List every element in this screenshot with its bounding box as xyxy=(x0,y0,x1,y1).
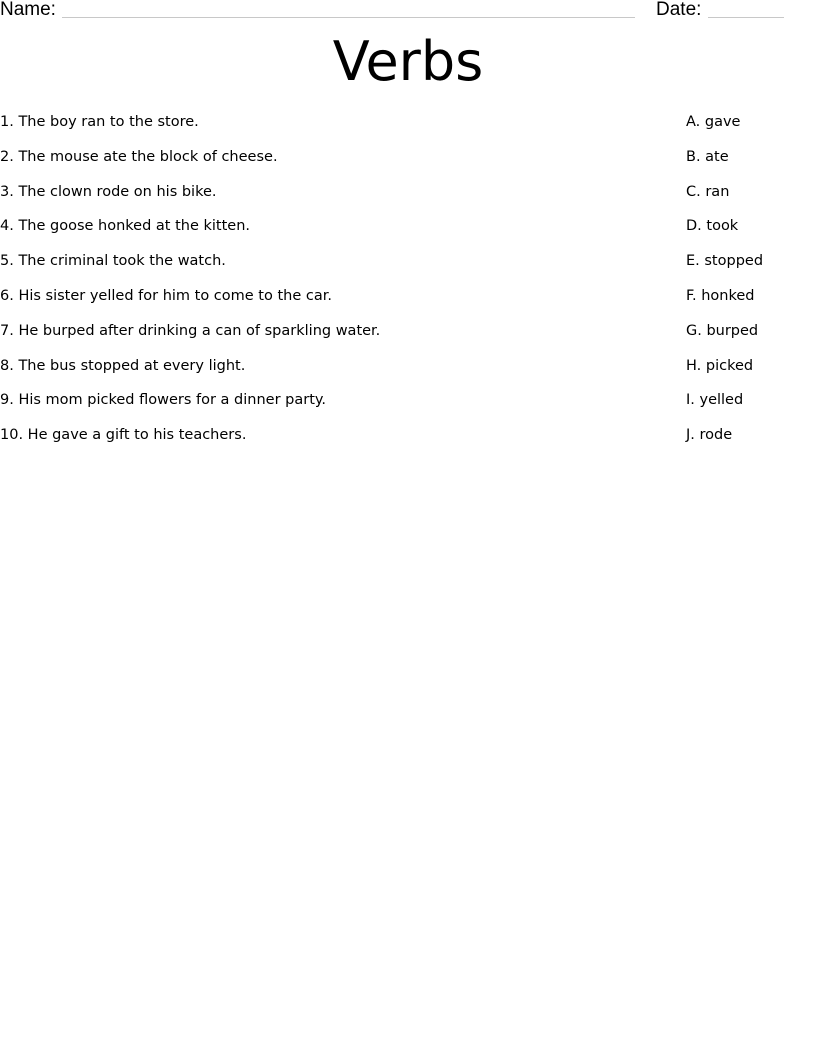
name-blank-line[interactable] xyxy=(62,17,635,18)
page-title: Verbs xyxy=(332,30,484,93)
answer-item: H. picked xyxy=(686,357,754,374)
name-label: Name: xyxy=(0,0,56,20)
question-item: 10. He gave a gift to his teachers. xyxy=(0,427,247,444)
answer-item: B. ate xyxy=(686,148,729,165)
question-item: 8. The bus stopped at every light. xyxy=(0,357,246,374)
question-item: 5. The criminal took the watch. xyxy=(0,253,226,270)
answer-item: E. stopped xyxy=(686,253,764,270)
answer-item: A. gave xyxy=(686,114,741,130)
question-item: 3. The clown rode on his bike. xyxy=(0,183,217,200)
question-item: 4. The goose honked at the kitten. xyxy=(0,218,251,235)
question-list xyxy=(0,112,660,460)
question-item: 7. He burped after drinking a can of sparkling water. xyxy=(0,322,381,339)
question-item: 2. The mouse ate the block of cheese. xyxy=(0,148,278,165)
question-item: 1. The boy ran to the store. xyxy=(0,114,199,130)
answer-item: G. burped xyxy=(686,322,759,339)
question-item: 9. His mom picked flowers for a dinner party. xyxy=(0,392,327,409)
date-label: Date: xyxy=(656,0,702,20)
answer-item: I. yelled xyxy=(686,392,744,409)
answer-list xyxy=(686,112,816,460)
worksheet-header xyxy=(0,0,816,24)
answer-item: J. rode xyxy=(686,427,733,444)
answer-item: F. honked xyxy=(686,287,755,304)
date-blank-line[interactable] xyxy=(708,17,784,18)
answer-item: C. ran xyxy=(686,183,730,200)
question-item: 6. His sister yelled for him to come to the car. xyxy=(0,287,332,304)
answer-item: D. took xyxy=(686,218,739,235)
